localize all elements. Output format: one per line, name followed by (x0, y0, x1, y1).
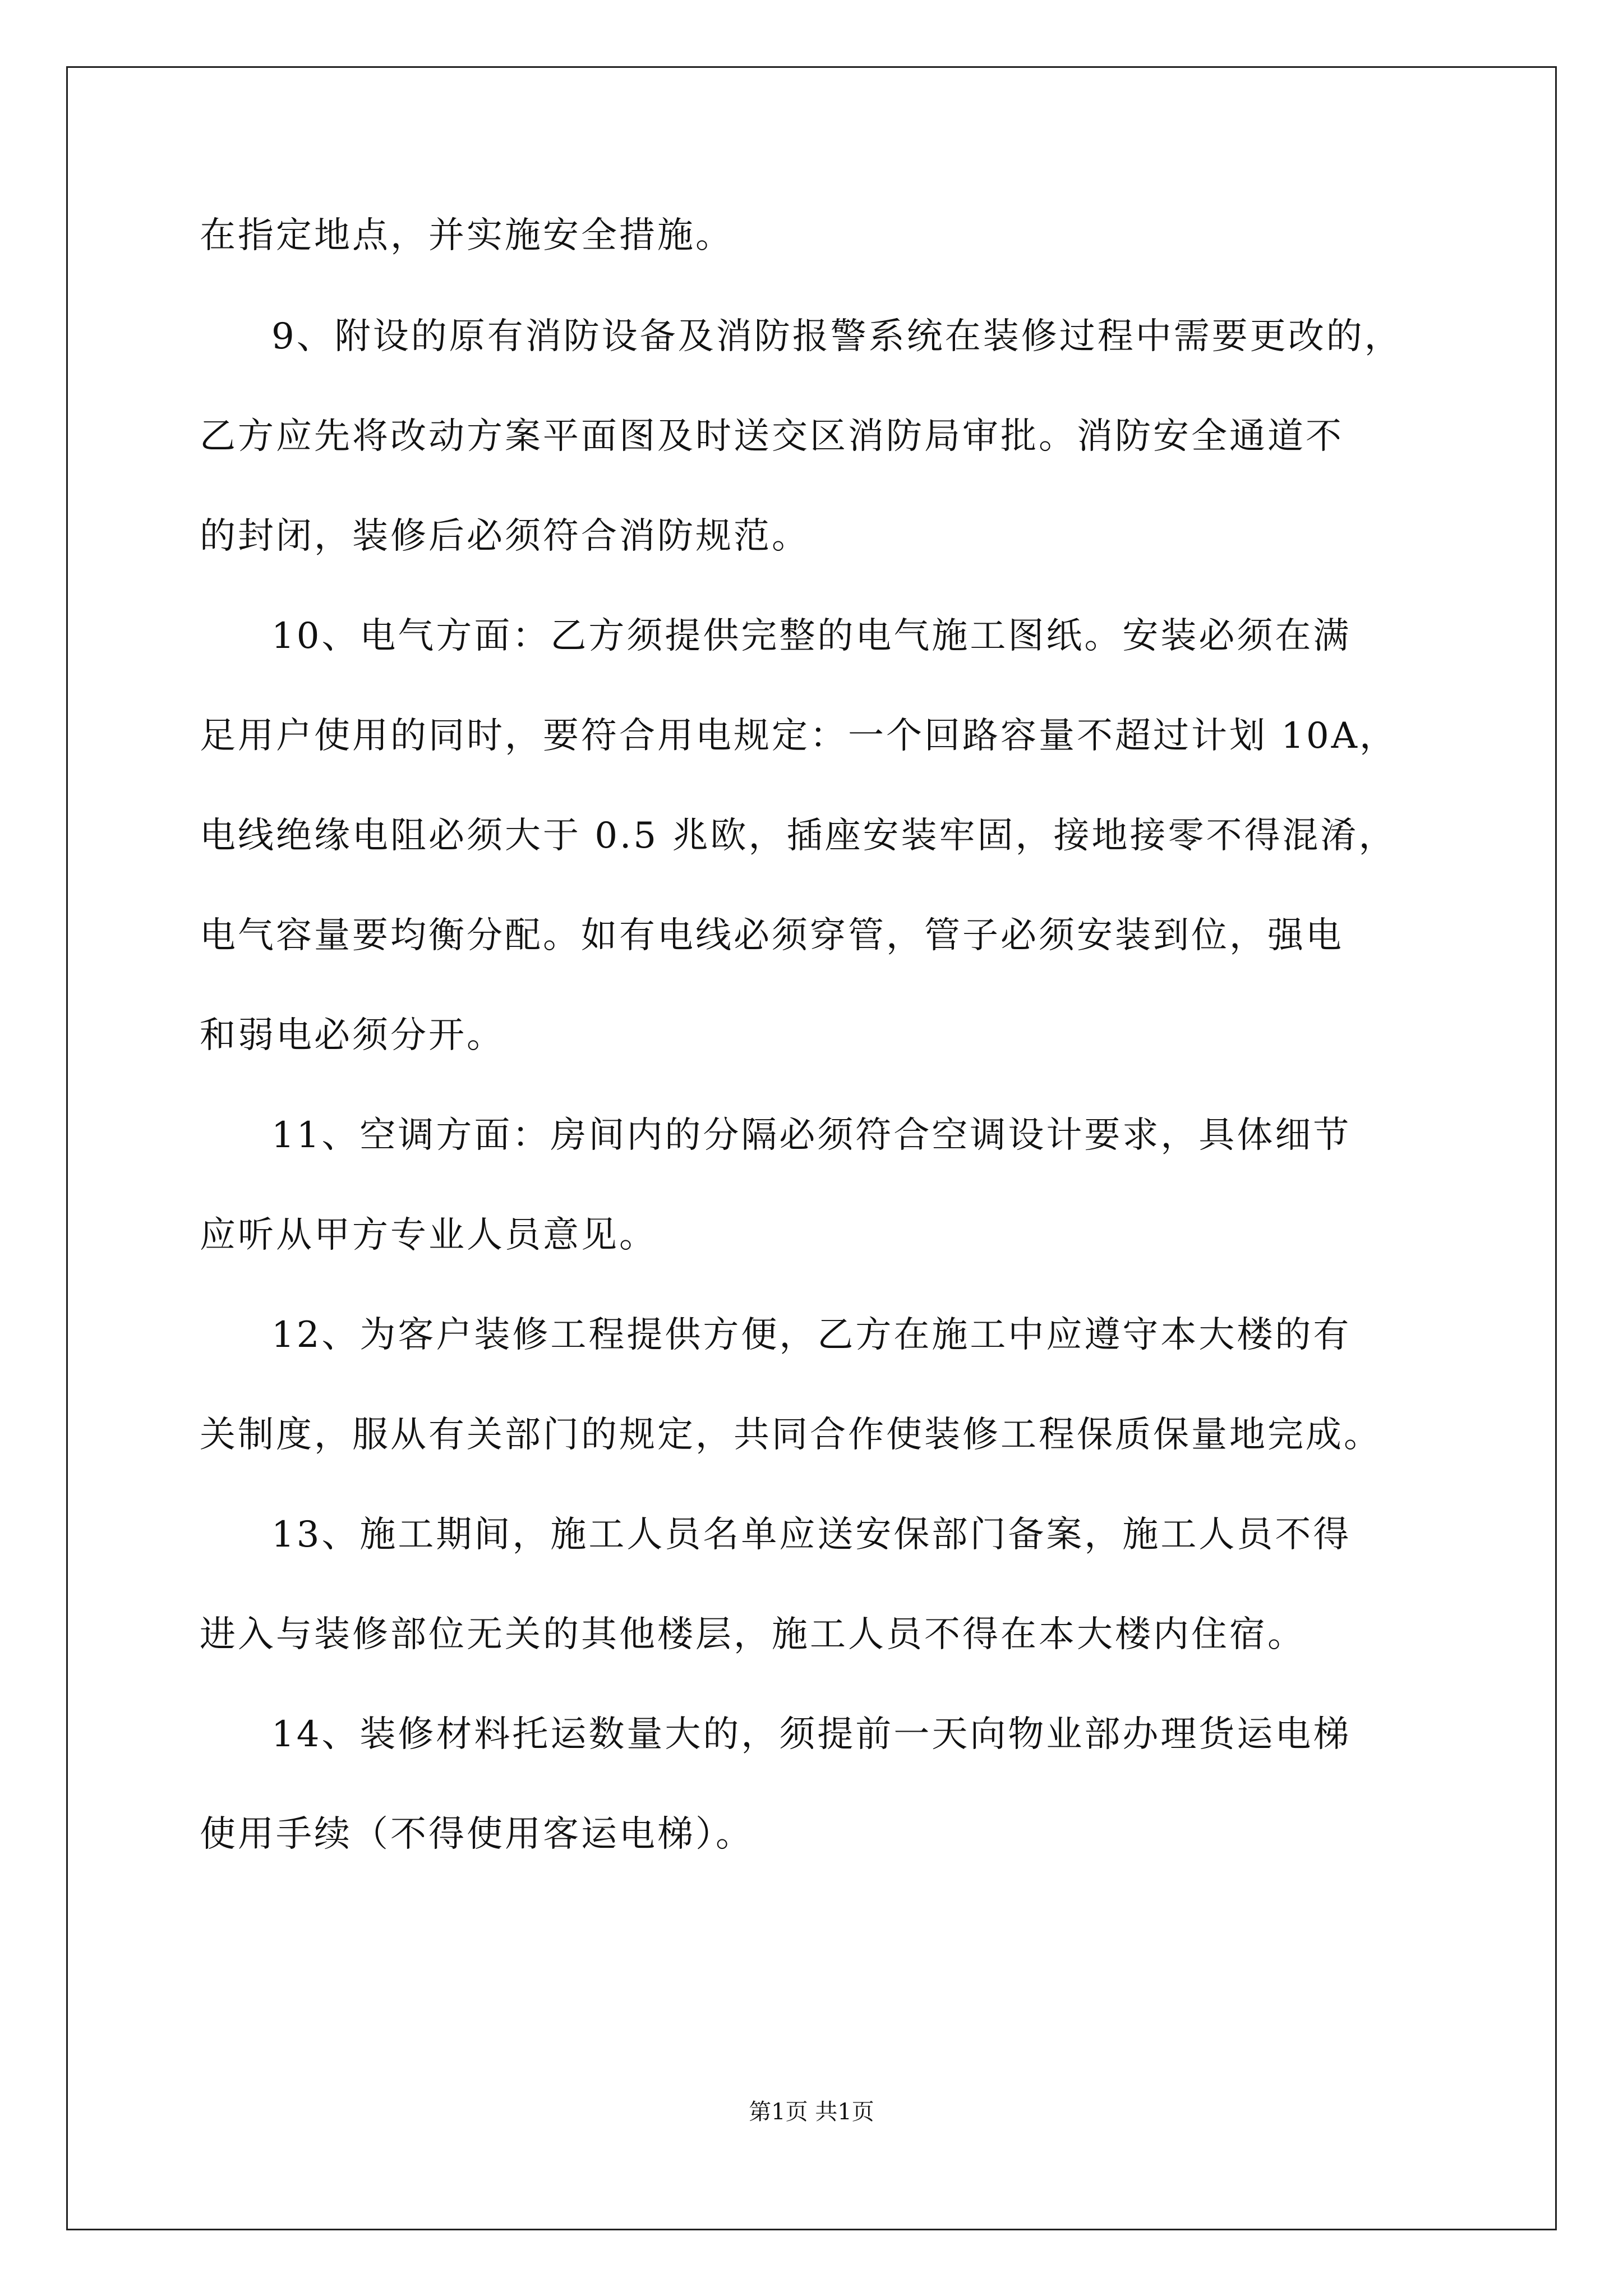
text-line: 12、为客户装修工程提供方便，乙方在施工中应遵守本大楼的有 (271, 1314, 1352, 1356)
text-line: 电气容量要均衡分配。如有电线必须穿管，管子必须安装到位，强电 (200, 915, 1344, 956)
text-line: 11、空调方面：房间内的分隔必须符合空调设计要求，具体细节 (271, 1115, 1352, 1156)
text-line: 和弱电必须分开。 (200, 1015, 505, 1056)
page-footer: 第1页 共1页 (749, 2099, 874, 2125)
text-line: 乙方应先将改动方案平面图及时送交区消防局审批。消防安全通道不 (200, 416, 1344, 457)
text-line: 电线绝缘电阻必须大于 0.5 兆欧，插座安装牢固，接地接零不得混淆， (200, 815, 1397, 857)
text-line: 的封闭，装修后必须符合消防规范。 (200, 516, 810, 557)
text-line: 进入与装修部位无关的其他楼层，施工人员不得在本大楼内住宿。 (200, 1614, 1306, 1655)
text-line: 应听从甲方专业人员意见。 (200, 1214, 657, 1256)
text-line: 9、附设的原有消防设备及消防报警系统在装修过程中需要更改的， (271, 316, 1403, 357)
text-line: 14、装修材料托运数量大的，须提前一天向物业部办理货运电梯 (271, 1714, 1352, 1755)
text-line: 关制度，服从有关部门的规定，共同合作使装修工程保质保量地完成。 (200, 1414, 1382, 1456)
text-line: 13、施工期间，施工人员名单应送安保部门备案，施工人员不得 (271, 1514, 1352, 1556)
text-line: 使用手续（不得使用客运电梯）。 (200, 1814, 754, 1855)
text-line: 足用户使用的同时，要符合用电规定：一个回路容量不超过计划 10A， (200, 715, 1398, 757)
text-line: 在指定地点，并实施安全措施。 (200, 215, 734, 256)
text-line: 10、电气方面：乙方须提供完整的电气施工图纸。安装必须在满 (271, 615, 1352, 657)
